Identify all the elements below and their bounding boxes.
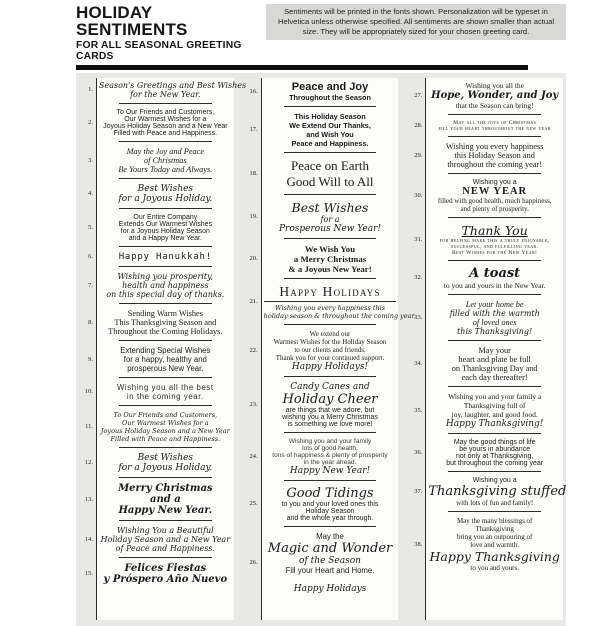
divider-line	[119, 103, 212, 104]
sentiment-line: A toast	[469, 266, 521, 281]
sentiment-line: We Extend Our Thanks,	[289, 121, 371, 130]
sentiment-text	[261, 529, 399, 596]
sentiment-item	[408, 117, 563, 134]
divider-line	[119, 340, 212, 341]
sentiment-line: Peace and Joy	[291, 81, 369, 93]
sentiment-item	[408, 263, 563, 292]
sentiment-text	[261, 281, 417, 322]
sentiment-text	[425, 436, 563, 469]
sentiment-number: 2.	[88, 119, 93, 126]
sentiment-number: 37.	[414, 488, 423, 495]
sentiment-line: Happy New Year.	[118, 505, 213, 516]
sentiment-number: 13.	[84, 495, 93, 503]
sentiment-text	[261, 327, 399, 374]
sentiment-line: to you and yours in the New Year.	[443, 281, 546, 290]
divider-line	[284, 526, 377, 527]
sentiment-text	[96, 144, 234, 176]
sentiment-text	[96, 211, 234, 244]
sentiment-line: Joyous Holiday Season and a New Year	[100, 427, 230, 435]
sentiments-content	[76, 73, 566, 626]
sentiment-number: 18.	[249, 170, 258, 177]
sentiment-number: 15.	[84, 570, 93, 577]
sentiment-line: that the Season can bring!	[455, 101, 534, 110]
sentiment-number: 21.	[249, 298, 258, 305]
filler-panel	[425, 574, 563, 620]
sentiment-item	[79, 480, 234, 518]
sentiment-text	[96, 78, 247, 101]
column-filler	[408, 574, 563, 620]
sentiment-line: this Holiday Season and	[454, 151, 535, 160]
divider-line	[284, 106, 377, 107]
sentiment-line: for helping make this a truly enjoyable,	[439, 238, 550, 244]
sentiment-line: wishing you a Merry Christmas	[282, 414, 378, 421]
sentiment-line: Let your home be	[465, 300, 524, 309]
sentiment-line: Peace and Happiness.	[291, 139, 369, 148]
sentiment-text	[261, 435, 399, 478]
sentiment-number: 33.	[414, 314, 423, 321]
sentiment-line: Joyous Holiday Season and a New Year	[103, 123, 228, 130]
sentiment-line: for a	[320, 215, 340, 224]
sentiment-line: holiday season & throughout the coming year.	[263, 312, 417, 320]
sentiment-line: Happy Holidays	[264, 284, 397, 302]
sentiment-line: Wishing you all the best	[116, 383, 214, 392]
sentiment-line: Throughout the Season	[289, 93, 371, 102]
sentiment-item	[408, 297, 563, 338]
sentiment-item	[79, 380, 234, 403]
sentiment-line: Magic and Wonder	[267, 541, 393, 556]
sentiment-line: Wishing You a Beautiful	[117, 526, 214, 535]
sentiment-line: is something we love more!	[287, 421, 373, 428]
divider-line	[448, 217, 541, 218]
sentiment-line: for a Joyous Holiday Season	[120, 228, 210, 235]
sentiment-text	[261, 241, 399, 276]
sentiment-line: This Thanksgiving Season and	[114, 318, 217, 327]
sentiment-line: Best Wishes	[291, 200, 369, 215]
sentiment-number: 14.	[84, 535, 93, 543]
sentiment-line: Happy New Year!	[289, 466, 371, 476]
column-filler	[79, 587, 234, 620]
sentiment-number: 1.	[88, 86, 93, 93]
sentiment-text	[261, 197, 399, 236]
sentiment-line: Felices Fiestas	[124, 563, 207, 574]
sentiment-line: in the year ahead.	[303, 459, 357, 466]
sentiment-line: Best Wishes	[137, 453, 194, 463]
sentiment-text	[96, 306, 234, 338]
sentiment-item	[79, 408, 234, 445]
header-divider-bar	[76, 65, 528, 70]
sentiment-line: for a happy, healthy and	[123, 355, 207, 364]
sentiment-line: in the coming year.	[126, 392, 204, 401]
sentiment-line: fill your heart throughout the new year	[438, 126, 551, 132]
divider-line	[448, 471, 541, 472]
divider-line	[284, 194, 377, 195]
sentiment-line: not only at Thanksgiving,	[456, 453, 534, 460]
divider-line	[119, 178, 212, 179]
sentiment-text	[96, 249, 234, 264]
divider-line	[119, 208, 212, 209]
divider-line	[448, 386, 541, 387]
sentiment-number: 31.	[414, 235, 423, 243]
sentiment-number: 25.	[249, 500, 258, 507]
sentiment-number: 29.	[414, 151, 423, 159]
sentiment-number: 20.	[249, 255, 258, 262]
sentiment-line: & a Joyous New Year!	[288, 264, 372, 274]
sentiment-line: health and happiness	[122, 281, 209, 290]
sentiment-line: We Wish You	[304, 244, 356, 254]
divider-line	[448, 114, 541, 115]
sentiment-item	[244, 109, 399, 150]
sentiment-item	[408, 176, 563, 215]
sentiment-item	[408, 220, 563, 258]
sentiment-item	[79, 450, 234, 475]
sentiment-item	[244, 327, 399, 374]
divider-line	[284, 432, 377, 433]
sentiment-item	[79, 560, 234, 587]
divider-line	[119, 557, 212, 558]
sentiment-text	[425, 220, 563, 258]
sentiment-number: 17.	[249, 126, 258, 133]
divider-line	[284, 152, 377, 153]
sentiment-line: Peace on Earth	[291, 158, 369, 173]
sentiment-line: Extends Our Warmest Wishes	[118, 221, 213, 228]
divider-line	[284, 324, 377, 325]
divider-line	[119, 303, 212, 304]
sentiment-line: love and warmth.	[470, 541, 520, 549]
sentiment-line: Wishing you a	[472, 477, 517, 484]
sentiment-line: Wishing you prosperity,	[117, 272, 214, 281]
sentiment-line: Filled with Peace and Happiness.	[110, 435, 221, 443]
sentiment-line: Thank you for your continued support.	[275, 354, 385, 362]
sentiment-number: 22.	[249, 347, 258, 354]
divider-line	[448, 433, 541, 434]
catalog-sheet	[76, 0, 566, 600]
sentiment-line: Season's Greetings and Best Wishes	[99, 81, 247, 90]
sentiment-item	[408, 436, 563, 469]
sentiment-item	[244, 379, 399, 430]
filler-gutter	[79, 587, 96, 620]
sentiment-line: Happy Holidays	[293, 584, 367, 594]
sentiment-text	[96, 269, 234, 301]
sentiments-column-2	[244, 78, 417, 620]
sentiment-text	[425, 117, 563, 134]
sentiment-number: 7.	[88, 281, 93, 289]
sentiment-item	[408, 343, 563, 384]
sentiment-text	[96, 106, 234, 139]
sentiment-item	[244, 241, 399, 276]
sentiment-line: on this special day of thanks.	[106, 290, 225, 299]
sentiment-line: of loved ones	[472, 318, 517, 327]
sentiment-item	[79, 181, 234, 206]
sentiment-line: Candy Canes and	[290, 382, 370, 392]
sentiment-number: 11.	[85, 423, 93, 430]
sentiment-line: Wishing you and your family a	[448, 392, 542, 401]
sentiments-column-1	[79, 78, 247, 620]
sentiment-text	[425, 297, 563, 338]
divider-line	[119, 447, 212, 448]
sentiment-line: NEW YEAR	[462, 186, 528, 197]
sentiment-number: 34.	[414, 360, 423, 367]
sentiment-item	[244, 435, 399, 478]
sentiment-line: Happy Holidays!	[291, 362, 369, 372]
divider-line	[448, 260, 541, 261]
sentiment-item	[244, 197, 399, 236]
sentiment-line: Warmest Wishes for the Holiday Season	[273, 338, 387, 346]
sentiment-line: prosperous New Year.	[127, 364, 204, 373]
sentiment-line: to you and your loved ones this	[281, 501, 379, 508]
sentiment-number: 23.	[249, 401, 258, 408]
sentiment-line: May all the joys of Christmas	[453, 120, 537, 126]
sentiment-line: joy, laughter, and good food.	[451, 410, 538, 419]
sentiment-item	[79, 269, 234, 301]
sentiment-line: Wishing you a	[472, 179, 517, 186]
sentiment-line: Our Warmest Wishes for a	[124, 116, 207, 123]
sentiment-text	[261, 155, 399, 192]
sentiment-item	[244, 529, 399, 596]
sentiment-line: Wishing you and your family	[288, 438, 372, 445]
sentiment-line: to our clients and friends.	[294, 346, 366, 354]
sentiment-number: 10.	[84, 388, 93, 395]
sentiment-line: Wishing you every happiness this	[274, 304, 386, 312]
sentiment-line: for the New Year.	[130, 90, 201, 99]
sentiment-line: Extending Special Wishes	[120, 346, 211, 355]
sentiment-text	[96, 523, 234, 555]
sentiment-line: Sending Warm Wishes	[127, 309, 203, 318]
sentiment-line: Good Will to All	[286, 174, 374, 189]
divider-line	[448, 294, 541, 295]
sentiment-line: and plenty of prosperity.	[460, 205, 529, 213]
sentiment-line: To Our Friends and Customers,	[113, 411, 218, 419]
sentiment-text	[96, 380, 234, 403]
sentiment-item	[244, 155, 399, 192]
filler-gutter	[408, 574, 425, 620]
sentiment-line: May your	[478, 346, 511, 355]
sentiment-number: 12.	[84, 459, 93, 466]
sentiment-item	[408, 474, 566, 509]
sentiment-number: 28.	[414, 122, 423, 129]
sentiment-item	[79, 343, 234, 375]
sentiment-line: a Merry Christmas	[293, 254, 367, 264]
sentiment-line: Best Wishes	[137, 184, 194, 194]
sentiment-item	[79, 306, 234, 338]
sentiment-number: 38.	[414, 540, 423, 548]
sentiment-number: 36.	[414, 449, 423, 456]
sentiment-line: Our Entire Company	[133, 214, 198, 221]
sentiment-line: Happy Hanukkah!	[118, 252, 212, 262]
sentiment-item	[79, 144, 234, 176]
divider-line	[119, 266, 212, 267]
sentiment-number: 8.	[88, 318, 93, 326]
sentiment-line: filled with good health, much happiness,	[437, 197, 552, 205]
divider-line	[448, 340, 541, 341]
sentiment-text	[261, 109, 399, 150]
sentiment-line: Our Warmest Wishes for a	[122, 419, 209, 427]
sentiment-text	[96, 408, 234, 445]
page-subtitle: FOR ALL SEASONAL GREETING CARDS	[76, 40, 242, 62]
divider-line	[284, 376, 377, 377]
sentiment-line: heart and plate be full	[458, 355, 531, 364]
sentiment-line: Fill your Heart and Home.	[285, 566, 375, 575]
sentiment-line: Thanksgiving	[475, 525, 514, 533]
sentiment-item	[79, 523, 234, 555]
sentiment-text	[425, 78, 563, 112]
sentiment-item	[408, 514, 563, 574]
sentiment-line: Happy Thanksgiving!	[445, 419, 544, 429]
sentiment-number: 26.	[249, 559, 258, 566]
sentiment-item	[244, 78, 399, 104]
sentiment-text	[425, 514, 563, 574]
page-title: HOLIDAY SENTIMENTS	[76, 3, 188, 39]
filler-panel	[96, 587, 234, 620]
sentiment-line: May the	[316, 532, 344, 541]
sentiment-line: y Próspero Año Nuevo	[103, 574, 228, 585]
sentiment-text	[96, 560, 234, 587]
divider-line	[284, 278, 377, 279]
sentiment-number: 16.	[249, 87, 258, 95]
sentiment-line: This Holiday Season	[294, 112, 366, 121]
sentiment-line: Holiday Season and a New Year	[100, 535, 231, 544]
sentiment-line: We extend our	[309, 330, 351, 338]
sentiment-item	[408, 389, 563, 431]
sentiment-text	[96, 181, 234, 206]
header-titles	[76, 4, 254, 62]
sentiment-text	[425, 343, 563, 384]
divider-line	[119, 520, 212, 521]
sentiment-line: Filled with Peace and Happiness.	[113, 130, 218, 137]
divider-line	[119, 246, 212, 247]
sentiment-line: tons of happiness & plenty of prosperity	[272, 452, 388, 459]
sentiment-line: and Wish You	[306, 130, 354, 139]
sentiment-line: Holiday Cheer	[282, 392, 378, 407]
sentiment-text	[96, 343, 234, 375]
sentiment-line: filled with the warmth	[449, 309, 540, 318]
divider-line	[119, 141, 212, 142]
divider-line	[448, 511, 541, 512]
sentiments-column-3	[408, 78, 566, 620]
divider-line	[284, 480, 377, 481]
sentiment-item	[408, 139, 563, 171]
sentiment-number: 9.	[88, 355, 93, 363]
sentiment-line: Thank You	[461, 223, 528, 238]
sentiment-text	[425, 389, 563, 431]
sentiment-line: May the many blessings of	[456, 517, 533, 525]
sentiment-item	[244, 281, 417, 322]
sentiment-line: Good Tidings	[286, 486, 374, 501]
sentiment-line: Thanksgiving full of	[463, 401, 526, 410]
sentiment-number: 24.	[249, 453, 258, 460]
sentiment-text	[96, 480, 234, 518]
sentiment-number: 3.	[88, 156, 93, 164]
divider-line	[448, 173, 541, 174]
sentiment-line: are things that we adore, but	[285, 407, 375, 414]
sentiment-line: to you and yours.	[470, 564, 519, 572]
sentiment-number: 32.	[414, 274, 423, 281]
sentiment-line: Prosperous New Year!	[279, 224, 382, 234]
sentiment-number: 4.	[88, 190, 93, 197]
divider-line	[448, 136, 541, 137]
sentiment-line: To Our Friends and Customers,	[116, 109, 215, 116]
sentiment-line: of Christmas	[144, 156, 187, 165]
sentiment-item	[408, 78, 563, 112]
sentiment-text	[261, 379, 399, 430]
sentiment-line: bring you an outpouring of	[456, 533, 533, 541]
sentiment-line: May the Joy and Peace	[126, 147, 205, 156]
sentiment-line: on Thanksgiving Day and	[451, 364, 538, 373]
sentiment-line: Holiday Season	[305, 508, 355, 515]
sentiment-line: of Peace and Happiness.	[115, 544, 216, 553]
sentiment-item	[79, 106, 234, 139]
sentiment-line: lots of good health,	[302, 445, 358, 452]
sentiment-line: Wishing you every happiness	[445, 142, 544, 151]
sentiment-text	[425, 176, 563, 215]
sentiment-line: Merry Christmas	[118, 483, 213, 494]
sentiment-line: successful, and fulfilling year.	[451, 244, 539, 250]
sentiment-item	[244, 483, 399, 524]
sentiment-item	[79, 78, 247, 101]
sentiment-line: but throughout the coming year	[446, 460, 544, 467]
divider-line	[284, 238, 377, 239]
sentiment-text	[425, 474, 566, 509]
sentiment-line: Throughout the Coming Holidays.	[108, 327, 223, 336]
sentiment-line: Thanksgiving stuffed	[428, 484, 566, 499]
sentiment-number: 27.	[414, 91, 423, 99]
sentiment-line: and a Happy New Year.	[128, 235, 202, 242]
sentiment-text	[425, 139, 563, 171]
divider-line	[119, 477, 212, 478]
sentiment-line: Happy Thanksgiving	[429, 549, 560, 564]
sentiment-line: with lots of fun and family!	[456, 499, 534, 507]
sentiment-line: of the Season	[299, 556, 361, 566]
sentiment-number: 5.	[88, 224, 93, 231]
header	[76, 0, 566, 62]
sentiment-line: each day thereafter!	[461, 373, 528, 382]
sentiment-text	[96, 450, 234, 475]
sentiment-item	[79, 249, 234, 264]
sentiment-line: throughout the coming year!	[447, 160, 543, 169]
sentiment-number: 30.	[414, 192, 423, 199]
sentiment-line: be yours in abundance	[459, 446, 531, 453]
sentiment-item	[79, 211, 234, 244]
sentiment-line: this Thanksgiving!	[457, 327, 533, 336]
sentiment-number: 6.	[88, 253, 93, 260]
sentiment-line: Be Yours Today and Always.	[118, 165, 213, 174]
sentiment-line: Hope, Wonder, and Joy	[431, 90, 559, 101]
sentiment-line: Best Wishes for the New Year!	[452, 250, 538, 256]
divider-line	[119, 377, 212, 378]
printing-note: Sentiments will be printed in the fonts shown. Personalization will be typeset in Helvetica unless otherwise specified. All sentiments are shown smaller than actual size. They will be appropriately sized for your chosen greeting card.	[266, 4, 566, 40]
sentiment-line: Wishing you all the	[465, 81, 524, 90]
divider-line	[119, 405, 212, 406]
sentiment-line: May the good things of life	[453, 439, 536, 446]
sentiment-text	[261, 483, 399, 524]
sentiment-line: for a Joyous Holiday.	[118, 194, 213, 204]
sentiment-text	[425, 263, 563, 292]
sentiment-line: and a	[149, 494, 181, 505]
sentiment-number: 19.	[249, 213, 258, 220]
sentiment-text	[261, 78, 399, 104]
sentiment-line: for a Joyous Holiday.	[118, 463, 213, 473]
sentiment-number: 35.	[414, 406, 423, 414]
sentiment-line: and the whole year through.	[286, 515, 374, 522]
